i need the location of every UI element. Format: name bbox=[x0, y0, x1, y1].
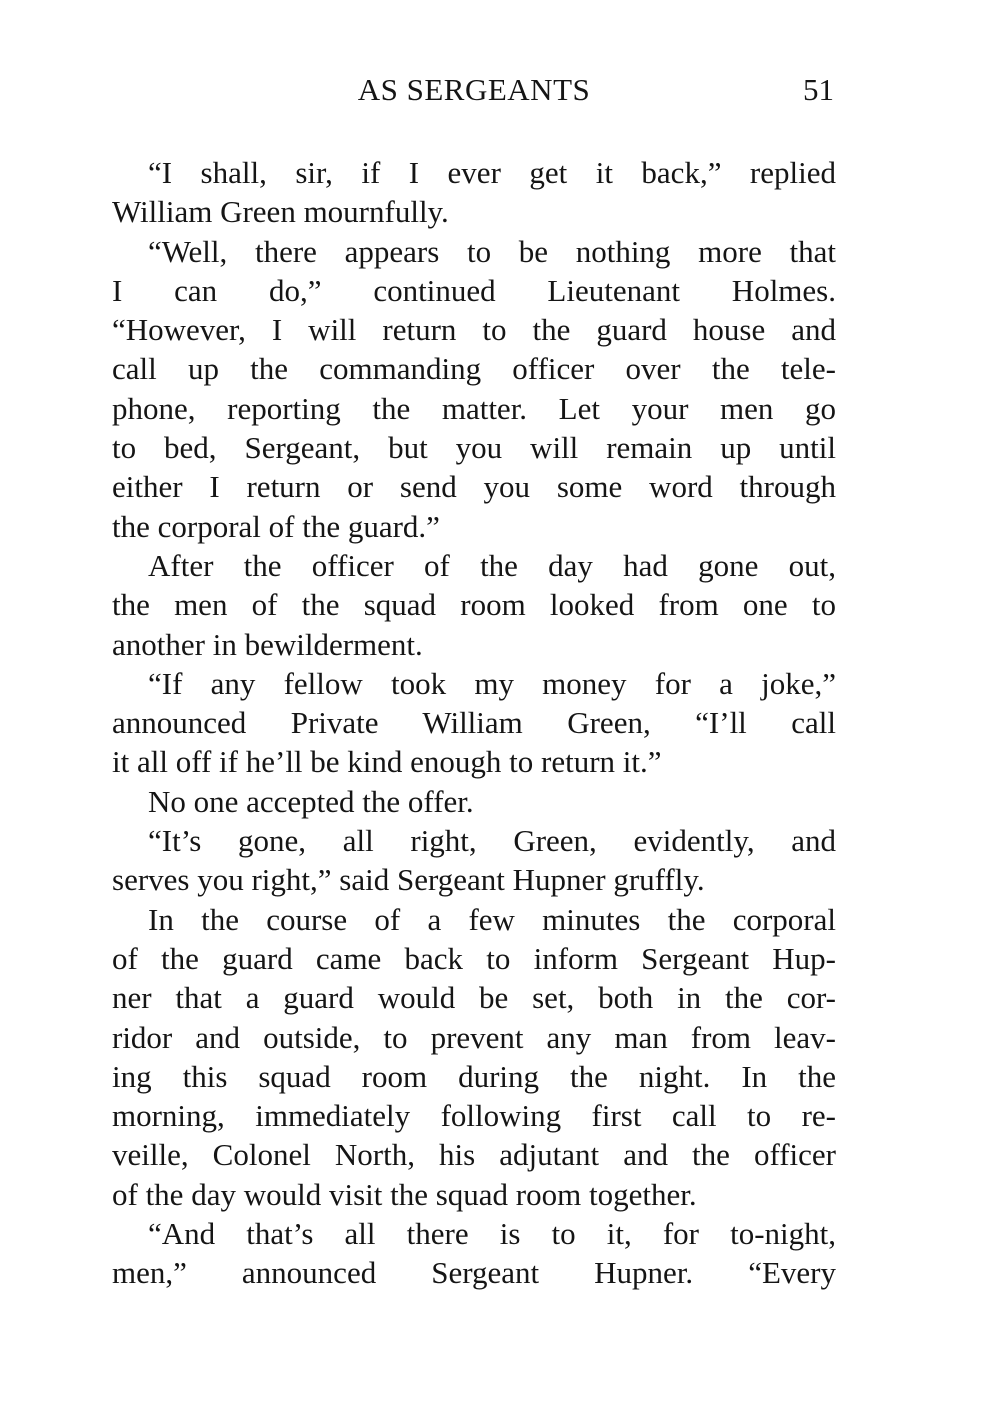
text-line: another in bewilderment. bbox=[112, 626, 423, 662]
text-line: I can do,” continued Lieutenant Holmes. bbox=[112, 272, 836, 308]
text-line: of the day would visit the squad room together. bbox=[112, 1176, 697, 1212]
text-line: No one accepted the offer. bbox=[148, 783, 474, 819]
text-line: men,” announced Sergeant Hupner. “Every bbox=[112, 1255, 836, 1291]
text-line: call up the commanding officer over the tele- bbox=[112, 351, 836, 387]
running-title: AS SERGEANTS bbox=[357, 72, 591, 107]
text-line: phone, reporting the matter. Let your men go bbox=[112, 390, 836, 426]
text-line: the men of the squad room looked from one to bbox=[112, 587, 836, 623]
body-text bbox=[112, 153, 836, 1293]
running-head bbox=[112, 72, 836, 112]
text-line: ner that a guard would be set, both in the cor- bbox=[112, 980, 836, 1016]
text-line: to bed, Sergeant, but you will remain up until bbox=[112, 430, 836, 466]
text-line: After the officer of the day had gone out, bbox=[148, 547, 836, 583]
text-line: In the course of a few minutes the corporal bbox=[148, 901, 836, 937]
text-line: “Well, there appears to be nothing more that bbox=[148, 233, 836, 269]
page-number: 51 bbox=[803, 72, 834, 107]
text-line: morning, immediately following first call to re- bbox=[112, 1098, 836, 1134]
text-line: “It’s gone, all right, Green, evidently, and bbox=[148, 823, 836, 859]
text-line: it all off if he’ll be kind enough to return it.” bbox=[112, 744, 662, 780]
text-line: serves you right,” said Sergeant Hupner gruffly. bbox=[112, 862, 705, 898]
text-line: ing this squad room during the night. In the bbox=[112, 1058, 836, 1094]
text-line: “I shall, sir, if I ever get it back,” replied bbox=[148, 155, 836, 190]
text-line: “If any fellow took my money for a joke,” bbox=[148, 665, 836, 701]
text-line: of the guard came back to inform Sergeant Hup- bbox=[112, 940, 836, 976]
text-line: “However, I will return to the guard house and bbox=[112, 312, 836, 348]
text-line: announced Private William Green, “I’ll call bbox=[112, 705, 836, 741]
text-line: veille, Colonel North, his adjutant and the officer bbox=[112, 1137, 836, 1173]
text-line: either I return or send you some word through bbox=[112, 469, 836, 505]
text-line: William Green mournfully. bbox=[112, 194, 449, 230]
text-line: ridor and outside, to prevent any man from leav- bbox=[112, 1019, 836, 1055]
text-line: “And that’s all there is to it, for to-night, bbox=[148, 1216, 836, 1252]
text-line: the corporal of the guard.” bbox=[112, 508, 440, 544]
